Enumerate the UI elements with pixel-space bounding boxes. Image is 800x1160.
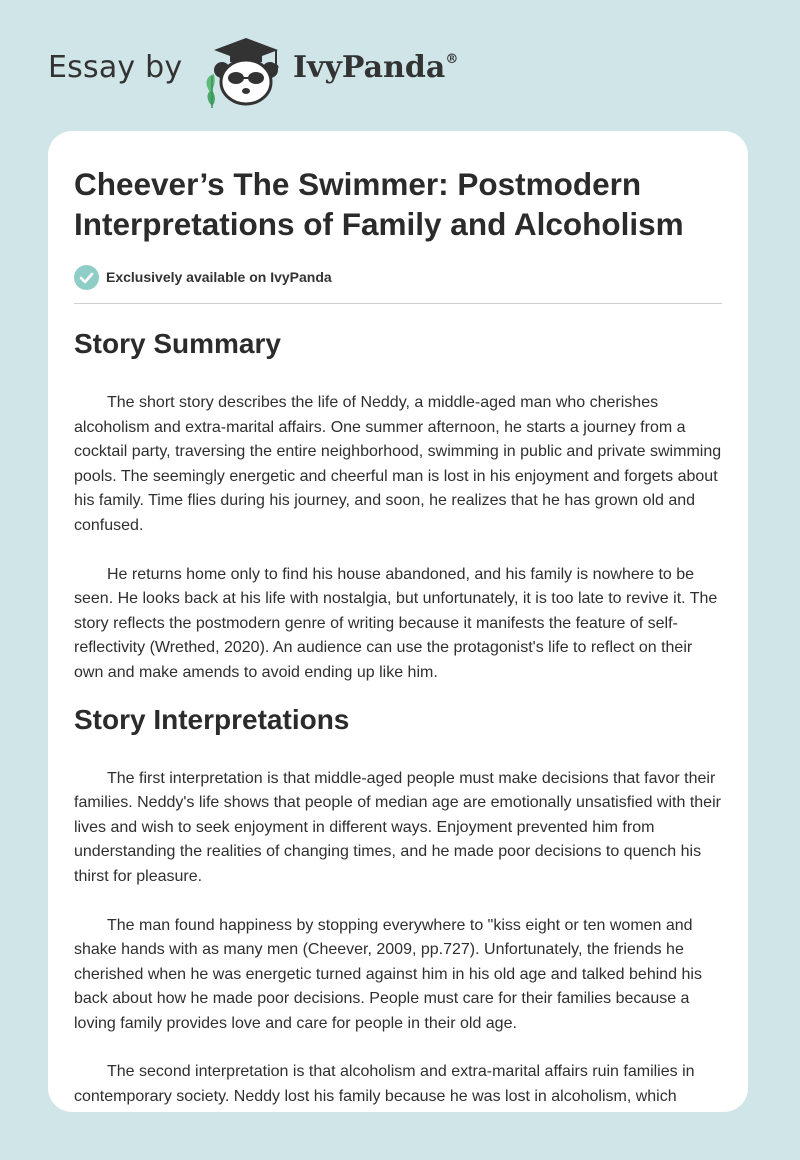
brand-name-text: IvyPanda — [293, 50, 446, 85]
essay-by-label: Essay by — [48, 50, 183, 85]
check-circle-icon — [74, 265, 99, 290]
paragraph: The man found happiness by stopping everywhere to "kiss eight or ten women and shake hands with as many men (Cheever, 2009, pp.727). Unfortunately, the friends he cherished when he was energetic turned against him in his old age and talked behind his back about how he made poor decisions. People must care for their families because a loving family provides love and care for people in their old age. — [74, 916, 702, 1032]
essay-card — [48, 131, 748, 1112]
site-header — [0, 0, 800, 130]
panda-graduate-icon[interactable] — [200, 36, 290, 108]
essay-body — [74, 322, 722, 1110]
essay-title: Cheever’s The Swimmer: Postmodern Interpretations of Family and Alcoholism — [74, 166, 684, 242]
paragraph: The short story describes the life of Neddy, a middle-aged man who cherishes alcoholism and extra-marital affairs. One summer afternoon, he starts a journey from a cocktail party, traversing the entire neighborhood, swimming in public and private swimming pools. The seemingly energetic and cheerful man is lost in his enjoyment and forgets about his family. Time flies during his journey, and soon, he realizes that he has grown old and confused. — [74, 394, 722, 534]
paragraph: He returns home only to find his house abandoned, and his family is nowhere to be seen. He looks back at his life with nostalgia, but unfortunately, it is too late to revive it. The story reflects the postmodern genre of writing because it manifests the feature of self-reflectivity (Wrethed, 2020). An audience can use the protagonist's life to reflect on their own and make amends to avoid ending up like him. — [74, 565, 718, 681]
title-divider — [74, 303, 722, 304]
section-heading-summary: Story Summary — [74, 328, 281, 359]
exclusive-badge-text: Exclusively available on IvyPanda — [106, 269, 332, 285]
exclusive-badge — [74, 264, 332, 290]
registered-mark: ® — [445, 52, 459, 67]
ivypanda-wordmark[interactable] — [293, 50, 458, 85]
paragraph: The first interpretation is that middle-aged people must make decisions that favor their families. Neddy's life shows that people of median age are emotionally unsatisfied with their lives and wish to seek enjoyment in different ways. Enjoyment prevented him from understanding the realities of changing times, and he made poor decisions to quench his thirst for pleasure. — [74, 769, 721, 885]
paragraph: The second interpretation is that alcoholism and extra-marital affairs ruin families in contemporary society. Neddy lost his family because he was lost in alcoholism, which — [74, 1063, 695, 1106]
section-heading-interpretations: Story Interpretations — [74, 703, 350, 735]
